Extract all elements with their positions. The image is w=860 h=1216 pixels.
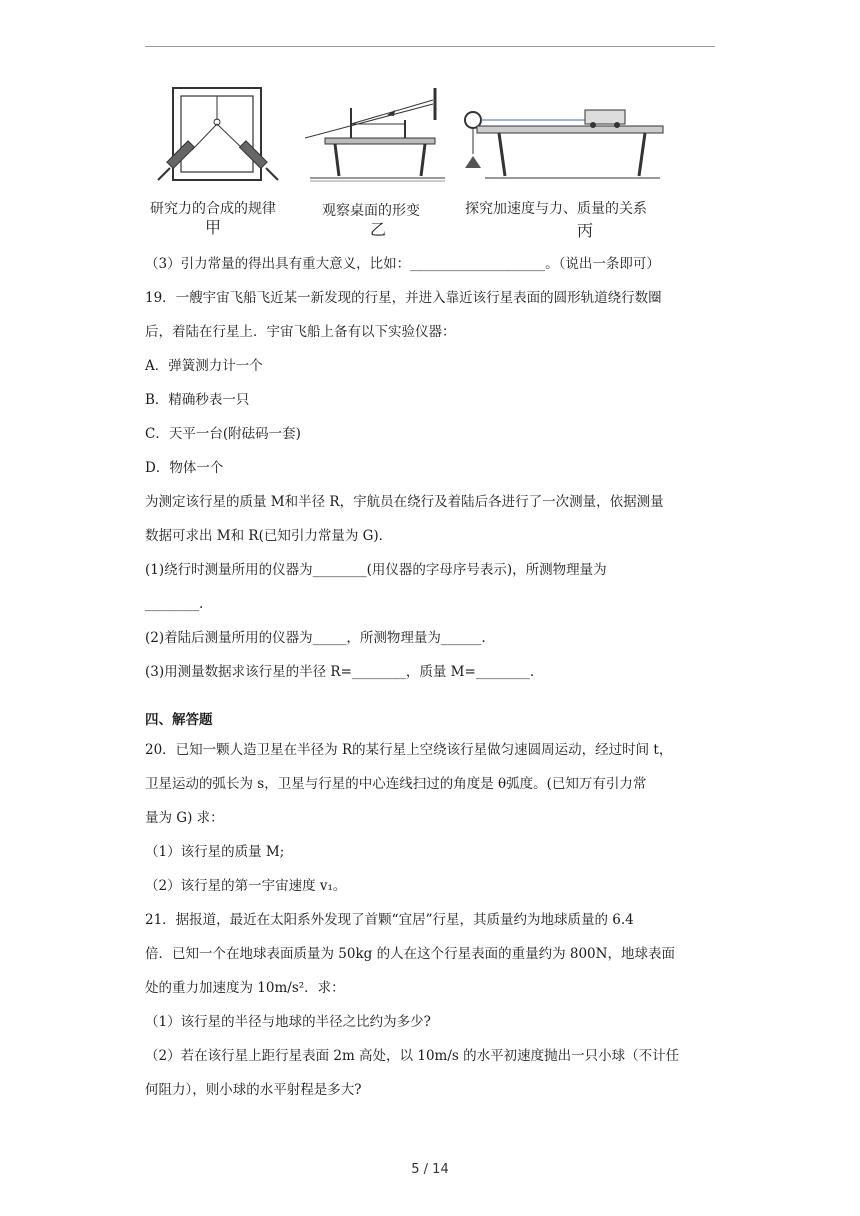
q19-sub3: (3)用测量数据求该行星的半径 R=________，质量 M=________. xyxy=(145,664,535,680)
q19-option-b: B．精确秒表一只 xyxy=(145,392,250,408)
q20-sub1: （1）该行星的质量 M; xyxy=(145,844,285,860)
q19-sub2: (2)着陆后测量所用的仪器为_____，所测物理量为______. xyxy=(145,630,486,646)
q19-stem-line1: 19．一艘宇宙飞船飞近某一新发现的行星，并进入靠近该行星表面的圆形轨道绕行数圈 xyxy=(145,290,662,306)
q19-option-d: D．物体一个 xyxy=(145,460,224,476)
q21-stem-line3: 处的重力加速度为 10m/s²．求： xyxy=(145,980,345,996)
q21-stem-line2: 倍．已知一个在地球表面质量为 50kg 的人在这个行星表面的重量约为 800N，地球表面 xyxy=(145,946,675,962)
q20-stem-line1: 20．已知一颗人造卫星在半径为 R的某行星上空绕该行星做匀速圆周运动，经过时间 t， xyxy=(145,742,673,758)
figure-acceleration-experiment xyxy=(455,90,670,190)
q19-option-a: A．弹簧测力计一个 xyxy=(145,358,263,374)
q21-sub2-line2: 何阻力），则小球的水平射程是多大? xyxy=(145,1082,362,1098)
q21-stem-line1: 21．据报道，最近在太阳系外发现了首颗“宜居”行星，其质量约为地球质量的 6.4 xyxy=(145,912,634,928)
figure-label-bing: 丙 xyxy=(577,221,594,240)
q19-stem-line2: 后，着陆在行星上．宇宙飞船上备有以下实验仪器： xyxy=(145,324,456,340)
q19-sub1-line1: (1)绕行时测量所用的仪器为________(用仪器的字母序号表示)，所测物理量为 xyxy=(145,562,607,578)
q19-option-c: C．天平一台(附砝码一套) xyxy=(145,426,301,442)
q20-stem-line2: 卫星运动的弧长为 s，卫星与行星的中心连线扫过的角度是 θ弧度。(已知万有引力常 xyxy=(145,776,647,792)
section-heading: 四、解答题 xyxy=(145,712,213,728)
q19-task-line1: 为测定该行星的质量 M和半径 R，宇航员在绕行及着陆后各进行了一次测量，依据测量 xyxy=(145,494,664,510)
figure-caption-yi: 观察桌面的形变 xyxy=(322,203,420,219)
figure-caption-jia: 研究力的合成的规律 xyxy=(150,201,276,217)
q18-part3: （3）引力常量的得出具有重大意义，比如：____________________。（说出一条即可） xyxy=(145,256,660,272)
figure-label-yi: 乙 xyxy=(370,220,387,239)
figure-caption-bing: 探究加速度与力、质量的关系 xyxy=(465,201,647,217)
page-number: 5 / 14 xyxy=(411,1162,449,1177)
figure-label-jia: 甲 xyxy=(205,218,222,237)
q19-task-line2: 数据可求出 M和 R(已知引力常量为 G)． xyxy=(145,528,393,544)
q21-sub2-line1: （2）若在该行星上距行星表面 2m 高处，以 10m/s 的水平初速度抛出一只小球（不计任 xyxy=(145,1048,680,1064)
figure-force-composition xyxy=(148,80,288,192)
q20-stem-line3: 量为 G) 求： xyxy=(145,810,224,826)
q19-sub1-line2: ________. xyxy=(145,596,204,612)
q21-sub1: （1）该行星的半径与地球的半径之比约为多少? xyxy=(145,1014,431,1030)
header-rule xyxy=(145,46,715,47)
figure-table-deformation xyxy=(305,80,450,190)
q20-sub2: （2）该行星的第一宇宙速度 v₁。 xyxy=(145,878,347,894)
